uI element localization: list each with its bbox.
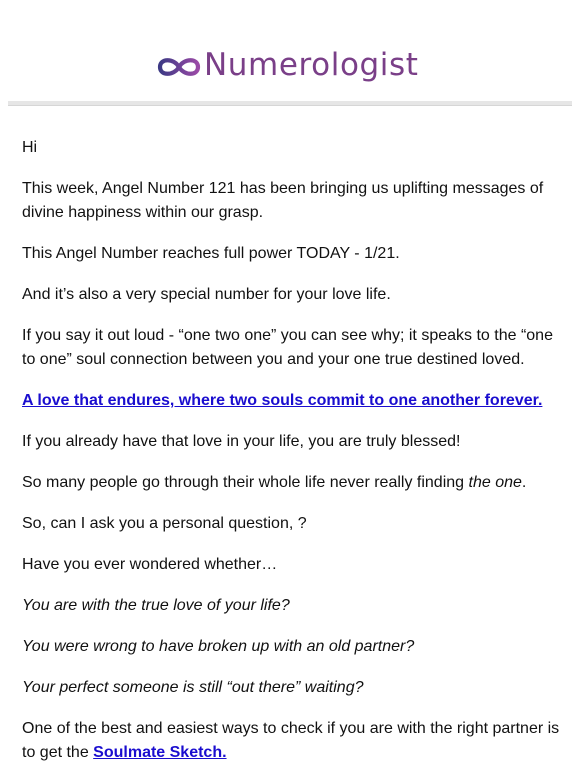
the-one-text-after: .: [521, 474, 527, 491]
soulmate-text-before: One of the best and easiest ways to check if you are with the right partner is to get the: [22, 720, 560, 761]
email-body: [22, 136, 562, 774]
paragraph-full-power: This Angel Number reaches full power TODAY - 1/21.: [22, 245, 400, 262]
paragraph-soulmate-sketch: [22, 717, 562, 765]
paragraph-personal-question: So, can I ask you a personal question, ?: [22, 515, 307, 532]
love-endures-link[interactable]: A love that endures, where two souls commit to one another forever.: [22, 392, 543, 409]
the-one-text-before: So many people go through their whole life never really finding: [22, 474, 469, 491]
numerologist-logo[interactable]: [155, 48, 419, 86]
question-old-partner: You were wrong to have broken up with an old partner?: [22, 638, 415, 655]
paragraph-one-two-one: If you say it out loud - “one two one” you can see why; it speaks to the “one to one” soul connection between you and your one true destined loved.: [22, 327, 553, 368]
email-header: [0, 0, 580, 103]
question-out-there: Your perfect someone is still “out there” waiting?: [22, 679, 364, 696]
paragraph-angel-number: This week, Angel Number 121 has been bringing us uplifting messages of divine happiness within our grasp.: [22, 180, 544, 221]
the-one-italic: the one: [468, 474, 522, 491]
paragraph-the-one: [22, 471, 562, 495]
greeting: Hi: [22, 139, 38, 156]
header-divider: [8, 101, 572, 106]
paragraph-love-life: And it’s also a very special number for your love life.: [22, 286, 391, 303]
question-true-love: You are with the true love of your life?: [22, 597, 290, 614]
love-endures-paragraph: [22, 389, 562, 413]
brand-name: Numerologist: [204, 47, 419, 83]
paragraph-blessed: If you already have that love in your life, you are truly blessed!: [22, 433, 461, 450]
paragraph-wondered: Have you ever wondered whether…: [22, 556, 278, 573]
soulmate-sketch-link[interactable]: Soulmate Sketch.: [93, 744, 227, 761]
infinity-logo-icon: [155, 53, 203, 81]
